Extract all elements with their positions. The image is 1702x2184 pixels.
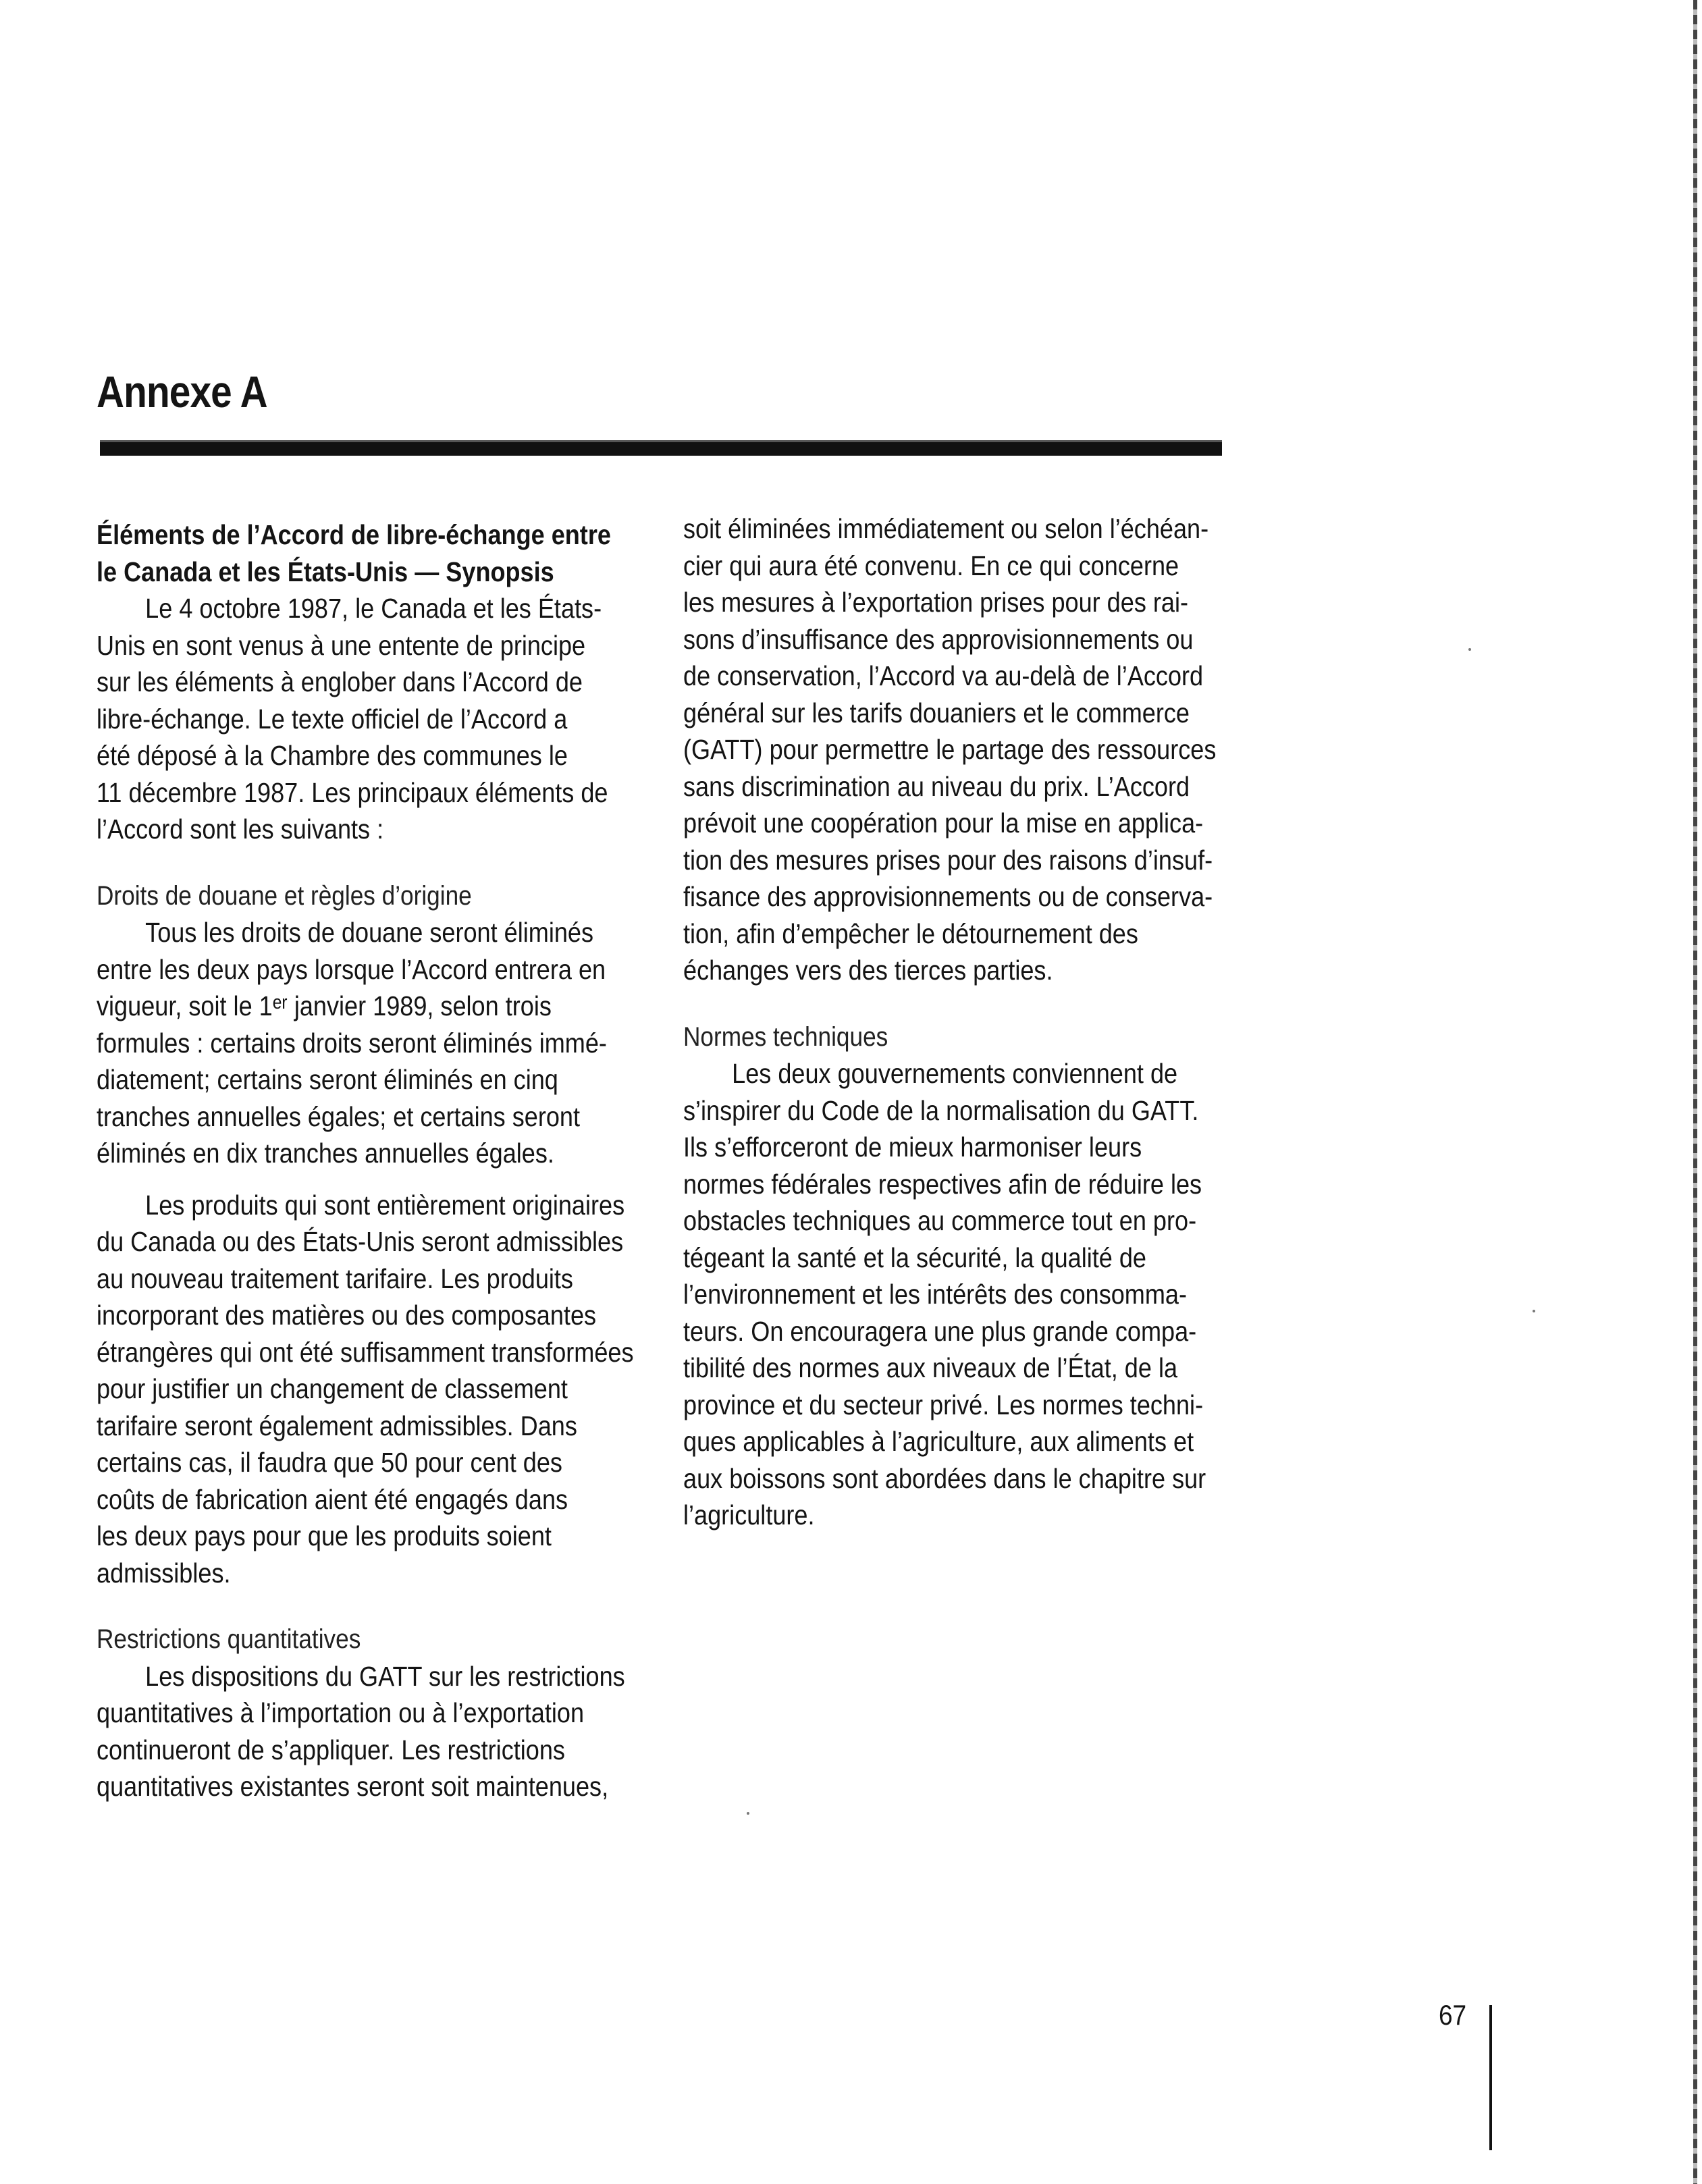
scan-speck [1533, 1310, 1535, 1312]
text-line: pour justifier un changement de classement [97, 1373, 568, 1404]
droits-heading [97, 878, 704, 915]
text-line: vigueur, soit le 1ᵉʳ janvier 1989, selon trois [97, 990, 552, 1021]
text-line: été déposé à la Chambre des communes le [97, 740, 568, 771]
section-heading-line: Éléments de l’Accord de libre-échange entre [97, 519, 611, 550]
text-line: diatement; certains seront éliminés en cinq [97, 1064, 558, 1095]
text-line: incorporant des matières ou des composantes [97, 1300, 597, 1331]
text-line: éliminés en dix tranches annuelles égales. [97, 1138, 554, 1169]
text-line: du Canada ou des États-Unis seront admissibles [97, 1226, 624, 1257]
title-rule [100, 440, 1222, 456]
text-line: Les produits qui sont entièrement originaires [145, 1189, 625, 1221]
text-line: au nouveau traitement tarifaire. Les produits [97, 1262, 573, 1294]
text-line: soit éliminées immédiatement ou selon l’échéan- [683, 513, 1209, 544]
scan-speck [747, 1812, 749, 1815]
left-column [97, 516, 704, 1805]
text-line: étrangères qui ont été suffisamment transformées [97, 1336, 634, 1368]
text-line: s’inspirer du Code de la normalisation du GATT. [683, 1094, 1199, 1126]
text-line: libre-échange. Le texte officiel de l’Accord a [97, 703, 568, 735]
text-line: aux boissons sont abordées dans le chapitre sur [683, 1462, 1206, 1494]
margin-rule [1489, 2005, 1492, 2150]
text-line: les deux pays pour que les produits soient [97, 1520, 552, 1551]
text-line: Les dispositions du GATT sur les restrictions [145, 1660, 625, 1692]
text-line: sans discrimination au niveau du prix. L’Accord [683, 770, 1190, 802]
subheading-text: Normes techniques [683, 1021, 888, 1052]
text-line: l’environnement et les intérêts des consomma- [683, 1279, 1188, 1310]
text-line: Tous les droits de douane seront éliminés [145, 917, 594, 948]
text-line: l’agriculture. [683, 1499, 815, 1530]
text-line: de conservation, l’Accord va au-delà de l’Accord [683, 660, 1204, 691]
text-line: (GATT) pour permettre le partage des ressources [683, 734, 1217, 765]
page-title: Annexe A [97, 367, 267, 417]
text-line: Les deux gouvernements conviennent de [732, 1058, 1178, 1089]
text-line: tion, afin d’empêcher le détournement des [683, 917, 1138, 949]
page-number: 67 [1439, 1999, 1467, 2031]
text-line: fisance des approvisionnements ou de conserva- [683, 881, 1213, 912]
text-line: entre les deux pays lorsque l’Accord entrera en [97, 953, 606, 985]
scan-edge-line [1693, 0, 1697, 2184]
text-line: quantitatives existantes seront soit maintenues, [97, 1771, 609, 1802]
text-line: Unis en sont venus à une entente de principe [97, 629, 586, 661]
text-line: 11 décembre 1987. Les principaux éléments de [97, 776, 608, 808]
subheading-text: Restrictions quantitatives [97, 1624, 361, 1654]
text-line: échanges vers des tierces parties. [683, 955, 1053, 986]
text-line: sons d’insuffisance des approvisionnements ou [683, 623, 1194, 655]
subheading-text: Droits de douane et règles d’origine [97, 880, 472, 911]
text-line: l’Accord sont les suivants : [97, 814, 384, 845]
text-line: tion des mesures prises pour des raisons d’insuf- [683, 844, 1213, 876]
normes-heading [683, 1019, 1291, 1056]
text-line: Ils s’efforceront de mieux harmoniser leurs [683, 1131, 1142, 1163]
text-line: normes fédérales respectives afin de réduire les [683, 1168, 1202, 1200]
text-line: province et du secteur privé. Les normes techni- [683, 1389, 1204, 1420]
text-line: cier qui aura été convenu. En ce qui concerne [683, 550, 1179, 581]
text-line: formules : certains droits seront éliminés immé- [97, 1027, 607, 1059]
text-line: sur les éléments à englober dans l’Accord de [97, 666, 583, 697]
scan-speck [1468, 648, 1471, 651]
droits-paragraph-1 [97, 914, 704, 1172]
text-line: ques applicables à l’agriculture, aux aliments et [683, 1426, 1194, 1457]
text-line: général sur les tarifs douaniers et le commerce [683, 697, 1190, 728]
right-column [683, 510, 1291, 1534]
text-line: quantitatives à l’importation ou à l’exportation [97, 1697, 585, 1728]
restrictions-heading [97, 1621, 704, 1658]
restrictions-continuation [683, 510, 1291, 989]
text-line: certains cas, il faudra que 50 pour cent des [97, 1447, 562, 1478]
text-line: tégeant la santé et la sécurité, la qualité de [683, 1242, 1146, 1273]
text-line: tibilité des normes aux niveaux de l’État, de la [683, 1352, 1178, 1383]
section-heading [97, 516, 704, 590]
text-line: coûts de fabrication aient été engagés dans [97, 1483, 568, 1515]
droits-paragraph-2 [97, 1187, 704, 1592]
intro-paragraph [97, 590, 704, 848]
text-line: prévoit une coopération pour la mise en applica- [683, 807, 1204, 838]
text-line: teurs. On encouragera une plus grande compa- [683, 1315, 1197, 1347]
restrictions-paragraph-1 [97, 1658, 704, 1805]
text-line: Le 4 octobre 1987, le Canada et les États- [145, 593, 602, 624]
text-line: obstacles techniques au commerce tout en pro- [683, 1205, 1197, 1236]
section-heading-line: le Canada et les États-Unis — Synopsis [97, 556, 554, 587]
text-line: tranches annuelles égales; et certains seront [97, 1100, 581, 1132]
text-line: admissibles. [97, 1557, 231, 1589]
text-line: continueront de s’appliquer. Les restrictions [97, 1734, 565, 1765]
normes-paragraph-1 [683, 1055, 1291, 1534]
text-line: les mesures à l’exportation prises pour des rai- [683, 587, 1188, 618]
text-line: tarifaire seront également admissibles. Dans [97, 1410, 577, 1441]
